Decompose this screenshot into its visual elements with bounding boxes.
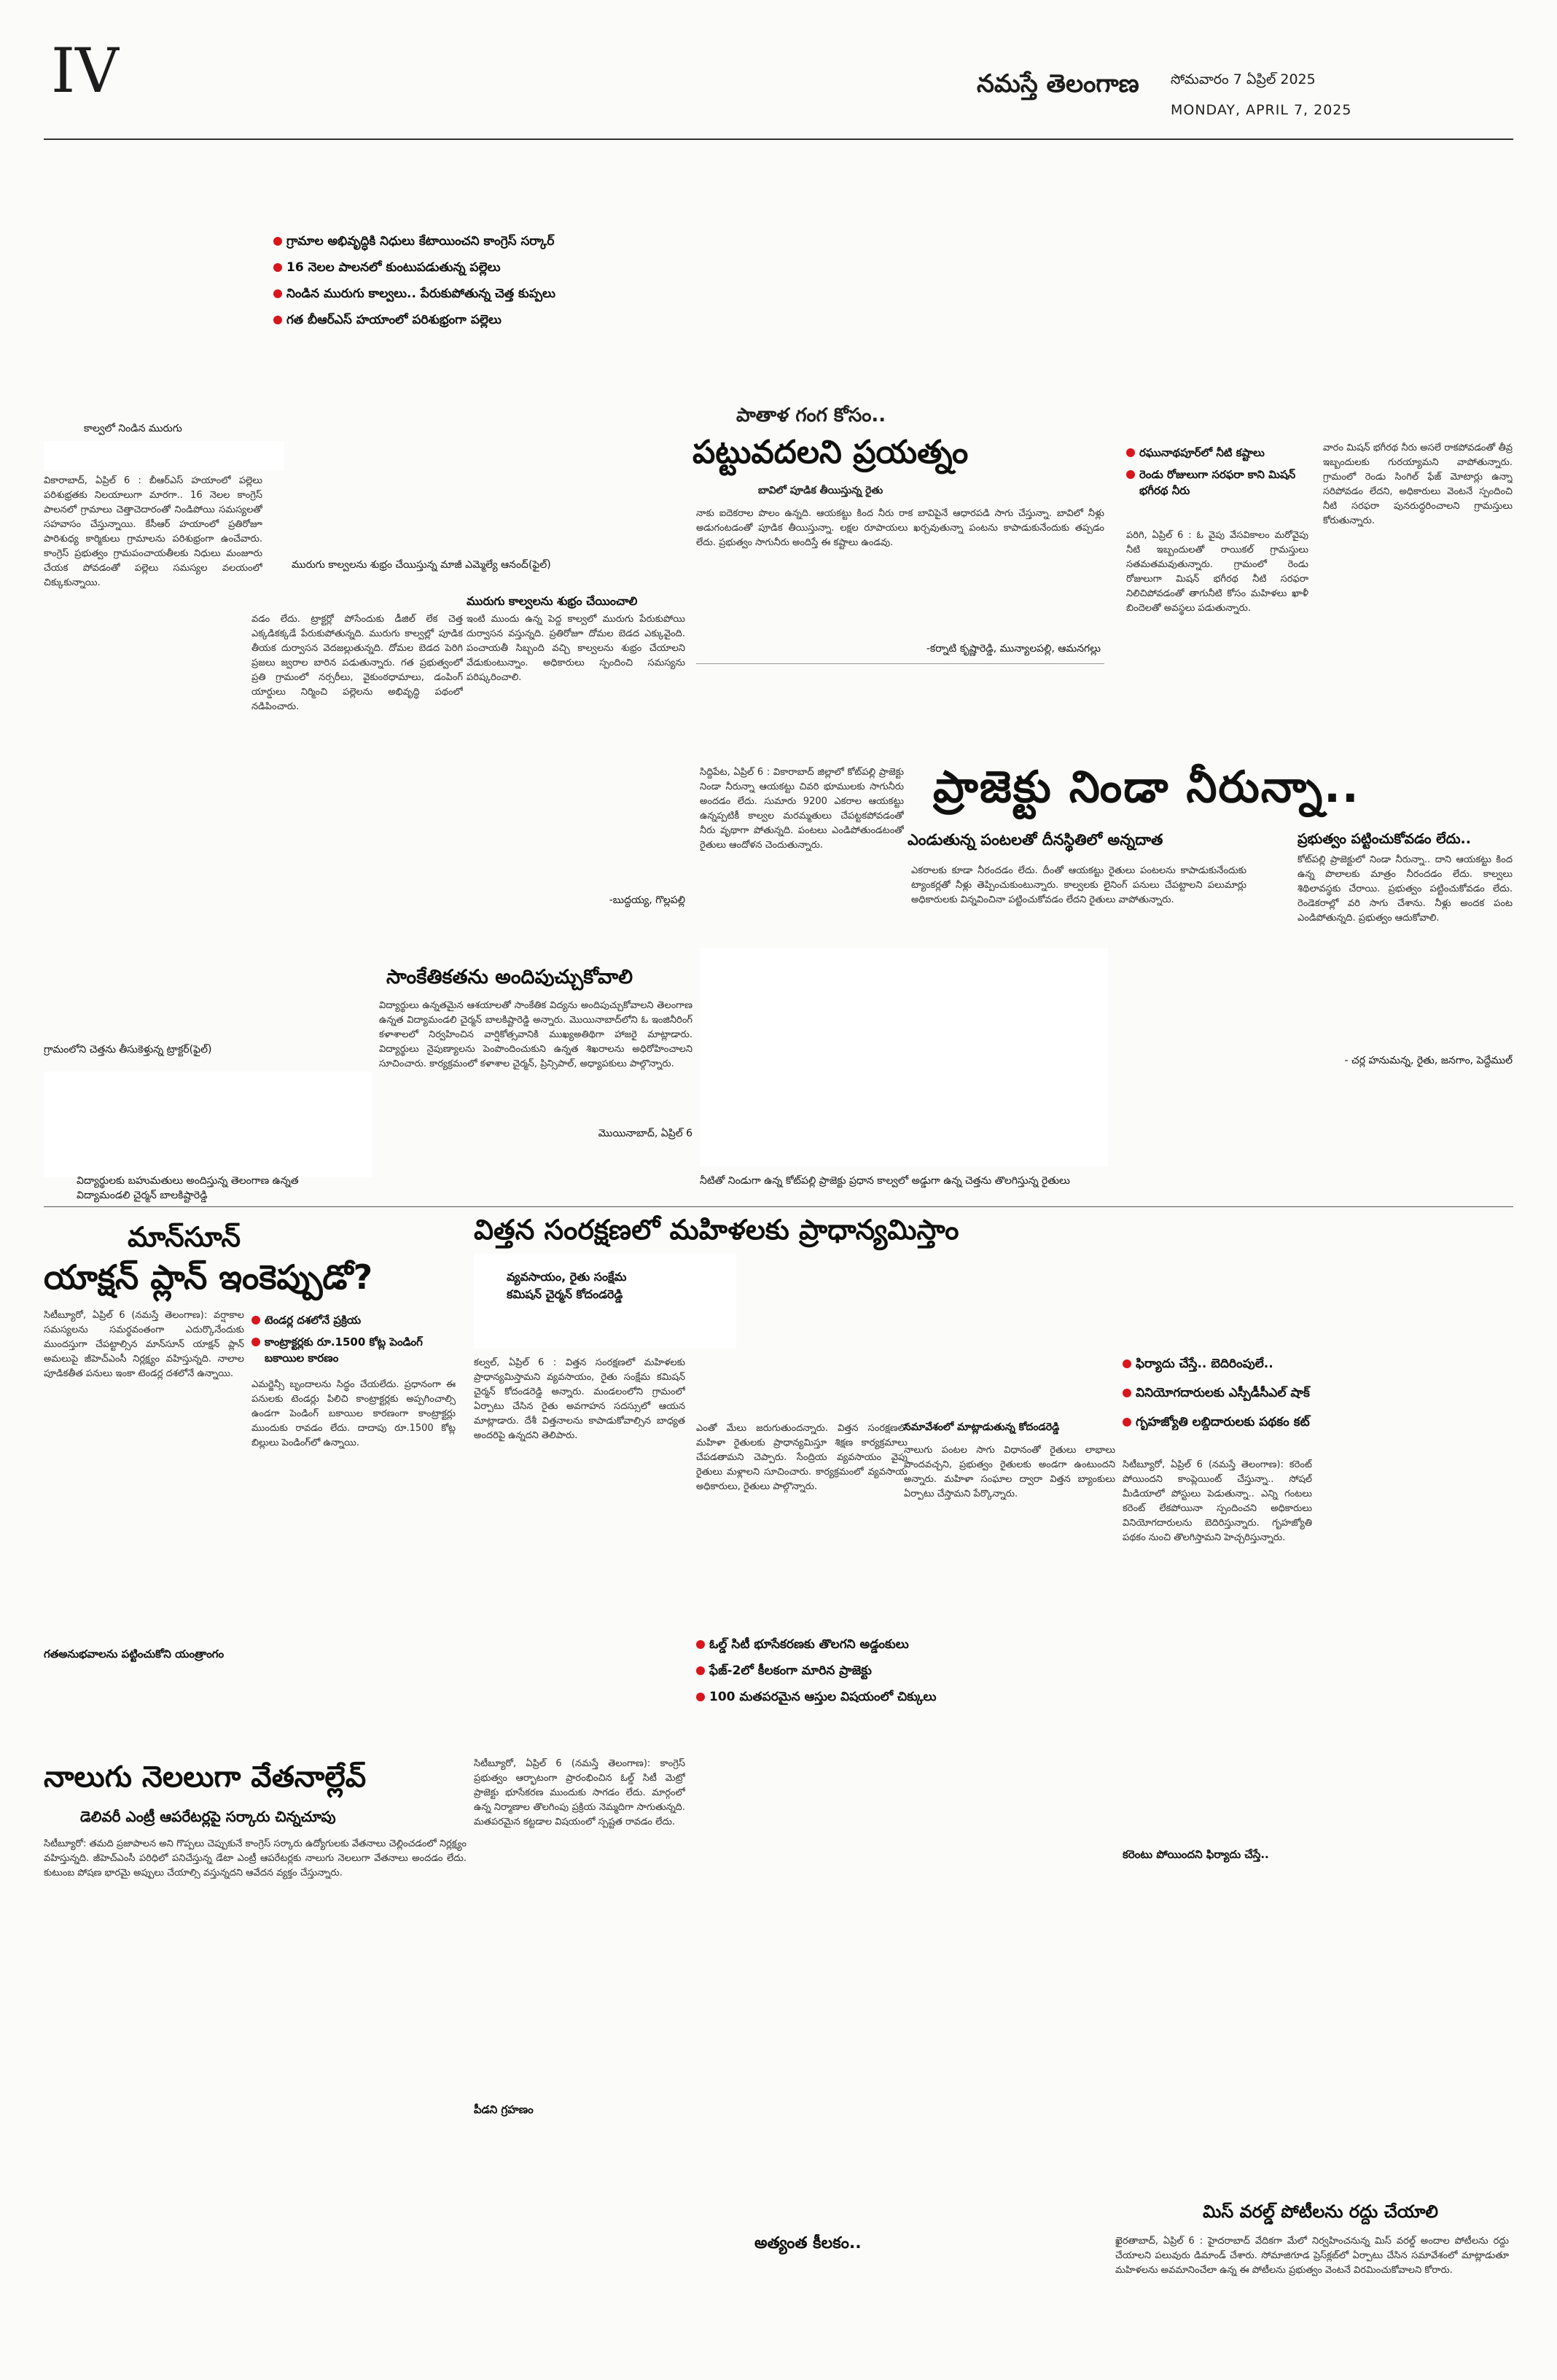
story6-body-left: సిటీబ్యూరో, ఏప్రిల్ 6 (నమస్తే తెలంగాణ): వర్షాకాల సమస్యలను సమర్థవంతంగా ఎదుర్కొనేందుకు ముందస్తుగా చేపట్టాల్సిన మాన్‌సూన్ యాక్షన్ ప్లాన్ అమలుపై జీహెచ్ఎంసీ నిర్లక్ష్యం వహిస్తున్నది. నాలాల పూడికతీత పనులు ఇంకా టెండర్ల దశలోనే ఉన్నాయి. [44, 1310, 244, 1379]
story3-bullets [1126, 445, 1308, 499]
story9-body: సిటీబ్యూరో, ఏప్రిల్ 6 (నమస్తే తెలంగాణ): కరెంట్ పోయిందని కాంప్లెయింట్ చేస్తున్నా.. సోషల్ మీడియాలో పోస్టులు పెడుతున్నా.. ఎన్ని గంటలు కరెంట్ లేకపోయినా స్పందించని అధికారులు వినియోగదారులను బెదిరిస్తున్నారు. గృహజ్యోతి పథకం నుంచి తొలగిస్తామని హెచ్చరిస్తున్నారు. [1123, 1459, 1312, 1543]
bullet-item: 100 మతపరమైన ఆస్తుల విషయంలో చిక్కులు [696, 1689, 1104, 1705]
photo [700, 948, 1108, 1166]
bullet-item: ఓల్డ్ సిటీ భూసేకరణకు తొలగని అడ్డంకులు [696, 1636, 1104, 1653]
story6-bullets [251, 1312, 434, 1366]
headline: సాంకేతికతను అందిపుచ్చుకోవాలి [386, 966, 633, 988]
credit: -బుద్ధయ్య, గొల్లపల్లి [609, 894, 685, 906]
bullet-item: గ్రామాల అభివృద్ధికి నిధులు కేటాయించని కాంగ్రెస్ సర్కార్ [273, 233, 682, 249]
bullet-item: ఫేజ్-2లో కీలకంగా మారిన ప్రాజెక్టు [696, 1663, 1104, 1679]
paper-name: నమస్తే తెలంగాణ [977, 69, 1139, 98]
dateline: మొయినాబాద్, ఏప్రిల్ 6 [598, 1128, 692, 1139]
bullet-item: రఘునాథపూర్‌లో నీటి కష్టాలు [1126, 445, 1308, 461]
story11-body: ఖైరతాబాద్, ఏప్రిల్ 6 : హైదరాబాద్ వేదికగా మేలో నిర్వహించనున్న మిస్ వరల్డ్ అందాల పోటీలను రద్దు చేయాలని పలువురు డిమాండ్ చేశారు. సోమాజిగూడ ప్రెస్‌క్లబ్‌లో ఏర్పాటు చేసిన సమావేశంలో మాట్లాడుతూ మహిళలను అవమానించేలా ఉన్న ఈ పోటీలను ప్రభుత్వం వెంటనే విరమించుకోవాలని కోరారు. [1115, 2236, 1509, 2276]
sub-headline: మురుగు కాల్వలను శుభ్రం చేయించాలి [467, 594, 638, 608]
subhead: ఎండుతున్న పంటలతో దీనస్థితిలో అన్నదాత [908, 831, 1163, 848]
bullet-item: 16 నెలల పాలనలో కుంటుపడుతున్న పల్లెలు [273, 260, 682, 276]
subhead: డెలివరీ ఎంట్రీ ఆపరేటర్లపై సర్కారు చిన్నచూపు [80, 1808, 336, 1825]
story3-body-left: పరిగి, ఏప్రిల్ 6 : ఓ వైపు వేసవికాలం మరోవైపు నీటి ఇబ్బందులతో రాయికల్ గ్రామస్తులు సతమతమవుతున్నారు. గ్రామంలో రెండు రోజులుగా మిషన్ భగీరథ నీటి సరఫరా నిలిచిపోవడంతో తాగునీటి కోసం మహిళలు ఖాళీ బిందెలతో అవస్థలు పడుతున్నారు. [1126, 530, 1308, 614]
sub-headline: పీడని గ్రహణం [474, 2103, 534, 2116]
bullet-item: గత బీఆర్ఎస్ హయాంలో పరిశుభ్రంగా పల్లెలు [273, 312, 682, 328]
story1-column-2: వడం లేదు. ట్రాక్టర్లో పోసేందుకు డీజిల్ లేక చెత్త ఎక్కడికక్కడే పేరుకుపోతున్నది. మురుగు కాల్వల్లో పూడిక తీయక దుర్వాసన వెదజల్లుతున్నది. దోమల బెడద పెరిగి ప్రజలు జ్వరాల బారిన పడుతున్నారు. గత ప్రభుత్వంలో ప్రతి గ్రామంలో నర్సరీలు, వైకుంఠధామాలు, డంపింగ్ యార్డులు నిర్మించి పల్లెలను అభివృద్ధి పథంలో నడిపించారు. [251, 614, 463, 712]
story4-body-mid: ఎకరాలకు కూడా నీరందడం లేదు. దీంతో ఆయకట్టు రైతులు పంటలను కాపాడుకునేందుకు ట్యాంకర్లతో నీళ్లు తెప్పించుకుంటున్నారు. కాల్వలకు లైనింగ్ పనులు చేపట్టాలని పలుమార్లు అధికారులకు విన్నవించినా పట్టించుకోవడం లేదని రైతులు వాపోతున్నారు. [911, 865, 1246, 905]
story7-body-mid: ఎంతో మేలు జరుగుతుందన్నారు. విత్తన సంరక్షణలో మహిళా రైతులకు ప్రాధాన్యమిస్తూ శిక్షణ కార్యక్రమాలు చేపడతామని చెప్పారు. సేంద్రియ వ్యవసాయం వైపు రైతులు మళ్లాలని సూచించారు. కార్యక్రమంలో వ్యవసాయ అధికారులు, రైతులు పాల్గొన్నారు. [696, 1423, 908, 1492]
sidebar-headline: ప్రభుత్వం పట్టించుకోవడం లేదు.. [1298, 831, 1471, 847]
photo-caption: గ్రామంలోని చెత్తను తీసుకెళ్తున్న ట్రాక్టర్(ఫైల్) [44, 1044, 212, 1056]
photo-caption: మురుగు కాల్వలను శుభ్రం చేయిస్తున్న మాజీ ఎమ్మెల్యే ఆనంద్(ఫైల్) [292, 559, 551, 571]
story4-body-left: సిద్దిపేట, ఏప్రిల్ 6 : వికారాబాద్ జిల్లాలో కోట్‌పల్లి ప్రాజెక్టు నిండా నీరున్నా ఆయకట్టు చివరి భూములకు సాగునీరు అందడం లేదు. సుమారు 9200 ఎకరాల ఆయకట్టు ఉన్నప్పటికీ కాల్వల మరమ్మతులు చేపట్టకపోవడంతో నీరు వృథాగా పోతున్నది. పంటలు ఎండిపోతుండటంతో రైతులు ఆందోళన చెందుతున్నారు. [700, 767, 904, 851]
bullet-item: ఫిర్యాదు చేస్తే.. బెదిరింపులే.. [1123, 1356, 1516, 1372]
story7-body-left: కల్వల్, ఏప్రిల్ 6 : విత్తన సంరక్షణలో మహిళలకు ప్రాధాన్యమిస్తామని వ్యవసాయం, రైతు సంక్షేమ కమిషన్ చైర్మన్ కోదండరెడ్డి అన్నారు. మండలంలోని గ్రామంలో ఏర్పాటు చేసిన రైతు అవగాహన సదస్సులో ఆయన మాట్లాడారు. దేశీ విత్తనాలను కాపాడుకోవాల్సిన బాధ్యత అందరిపై ఉన్నదని తెలిపారు. [474, 1357, 685, 1441]
sub-headline: సమావేశంలో మాట్లాడుతున్న కోదండరెడ్డి [904, 1421, 1060, 1433]
headline-line2: యాక్షన్ ప్లాన్ ఇంకెప్పుడో? [44, 1257, 373, 1297]
story10-body: సిటీబ్యూరో: తమది ప్రజాపాలన అని గొప్పలు చెప్పుకునే కాంగ్రెస్ సర్కారు ఉద్యోగులకు వేతనాలు చెల్లించడంలో నిర్లక్ష్యం వహిస్తున్నది. జీహెచ్ఎంసీ పరిధిలో పనిచేస్తున్న డేటా ఎంట్రీ ఆపరేటర్లకు నాలుగు నెలలుగా వేతనాలు అందడం లేదు. కుటుంబ పోషణ భారమై అప్పులు చేయాల్సి వస్తున్నదని ఆవేదన వ్యక్తం చేస్తున్నారు. [44, 1838, 467, 1878]
page-number: IV [51, 35, 120, 106]
subhead: వ్యవసాయం, రైతు సంక్షేమ కమిషన్ చైర్మన్ కోదండరెడ్డి [507, 1270, 627, 1301]
story2-body: నాకు ఐదెకరాల పొలం ఉన్నది. ఆయకట్టు కింద నీరు రాక బావిపైనే ఆధారపడి సాగు చేస్తున్నా. బావిలో నీళ్లు అడుగంటడంతో పూడిక తీయిస్తున్నా. లక్షల రూపాయలు ఖర్చవుతున్నా పంటను కాపాడుకునేందుకు తప్పడం లేదు. ప్రభుత్వం సాగునీరు అందిస్తే ఈ కష్టాలు ఉండవు. [696, 508, 1104, 548]
story5-body: విద్యార్థులు ఉన్నతమైన ఆశయాలతో సాంకేతిక విద్యను అందిపుచ్చుకోవాలని తెలంగాణ ఉన్నత విద్యామండలి చైర్మన్ బాలకిష్టారెడ్డి అన్నారు. మొయినాబాద్‌లోని ఓ ఇంజినీరింగ్ కళాశాలలో నిర్వహించిన వార్షికోత్సవానికి ముఖ్యఅతిథిగా హాజరై మాట్లాడారు. విద్యార్థులు నైపుణ్యాలను పెంపొందించుకుని ఉన్నత శిఖరాలను అధిరోహించాలని సూచించారు. కార్యక్రమంలో కళాశాల చైర్మన్, ప్రిన్సిపాల్, అధ్యాపకులు పాల్గొన్నారు. [379, 1000, 692, 1069]
subhead: బావిలో పూడిక తీయిస్తున్న రైతు [758, 485, 883, 496]
story1-bullets [273, 233, 682, 328]
story8-body: సిటీబ్యూరో, ఏప్రిల్ 6 (నమస్తే తెలంగాణ): కాంగ్రెస్ ప్రభుత్వం ఆర్భాటంగా ప్రారంభించిన ఓల్డ్ సిటీ మెట్రో ప్రాజెక్టు భూసేకరణ ముందుకు సాగడం లేదు. మార్గంలో ఉన్న నిర్మాణాల తొలగింపు ప్రక్రియ నెమ్మదిగా సాగుతున్నది. మతపరమైన కట్టడాల విషయంలో స్పష్టత రావడం లేదు. [474, 1758, 685, 1827]
section-divider [44, 1206, 1513, 1207]
date-english: MONDAY, APRIL 7, 2025 [1171, 102, 1352, 118]
headline: పట్టువదలని ప్రయత్నం [692, 434, 969, 471]
story6-body-mid: ఎమర్జెన్సీ బృందాలను సిద్ధం చేయలేదు. ప్రధానంగా ఈ పనులకు టెండర్లు పిలిచి కాంట్రాక్టర్లకు అప్పగించాల్సి ఉండగా పెండింగ్ బకాయిల కారణంగా కాంట్రాక్టర్లు ముందుకు రావడం లేదు. దాదాపు రూ.1500 కోట్ల బిల్లులు పెండింగ్‌లో ఉన్నాయి. [251, 1379, 456, 1448]
bullet-item: రెండు రోజులుగా సరఫరా కాని మిషన్ భగీరథ నీరు [1126, 467, 1308, 499]
sub-headline: అత్యంత కీలకం.. [754, 2234, 862, 2252]
story3-body-right: వారం మిషన్ భగీరథ నీరు అసలే రాకపోవడంతో తీవ్ర ఇబ్బందులకు గురయ్యామని వాపోతున్నారు. గ్రామంలో రెండు సింగిల్ ఫేజ్ మోటార్లు ఉన్నా సరిపోవడం లేదని, అధికారులు వెంటనే స్పందించి నీటి సరఫరా పునరుద్ధరించాలని గ్రామస్తులు కోరుతున్నారు. [1323, 442, 1513, 526]
sidebar-body: కోట్‌పల్లి ప్రాజెక్టులో నిండా నీరున్నా.. దాని ఆయకట్టు కింద ఉన్న పొలాలకు మాత్రం నీరందడం లేదు. కాల్వలు శిథిలావస్థకు చేరాయి. ప్రభుత్వం పట్టించుకోవడం లేదు. రెండెకరాల్లో వరి సాగు చేశాను. నీళ్లు అందక పంట ఎండిపోతున్నది. ప్రభుత్వం ఆదుకోవాలి. [1298, 854, 1513, 924]
sub-headline: కరెంటు పోయిందని ఫిర్యాదు చేస్తే.. [1123, 1848, 1269, 1861]
story7-side-body: నాలుగు పంటల సాగు విధానంతో రైతులు లాభాలు పొందవచ్చని, ప్రభుత్వం రైతులకు అండగా ఉంటుందని అన్నారు. మహిళా సంఘాల ద్వారా విత్తన బ్యాంకులు ఏర్పాటు చేస్తామని పేర్కొన్నారు. [904, 1445, 1115, 1499]
headline: విత్తన సంరక్షణలో మహిళలకు ప్రాధాన్యమిస్తాం [474, 1214, 959, 1246]
story1-column-1: వికారాబాద్, ఏప్రిల్ 6 : బీఆర్ఎస్ హయాంలో పల్లెలు పరిశుభ్రతకు నిలయాలుగా మారగా.. 16 నెలల కాంగ్రెస్ పాలనలో గ్రామాలు చెత్తాచెదారంతో నిండిపోయి సమస్యలతో సహవాసం చేస్తున్నాయి. కేసీఆర్ హయాంలో ప్రతిరోజూ పారిశుధ్య కార్మికులు గ్రామాలను పరిశుభ్రంగా ఉంచేవారు. కాంగ్రెస్ ప్రభుత్వం గ్రామపంచాయతీలకు నిధులు మంజూరు చేయక పోవడంతో పల్లెలు సమస్యల వలయంలో చిక్కుకున్నాయి. [44, 475, 262, 588]
story9-bullets [1123, 1356, 1516, 1430]
photo-caption: నీటితో నిండుగా ఉన్న కోట్‌పల్లి ప్రాజెక్టు ప్రధాన కాల్వలో అడ్డుగా ఉన్న చెత్తను తొలగిస్తున్న రైతులు [700, 1175, 1070, 1187]
date-telugu: సోమవారం 7 ఏప్రిల్ 2025 [1171, 71, 1316, 87]
credit: - చర్ల హనుమన్న, రైతు, జనగాం, పెద్దేముల్ [1344, 1055, 1513, 1066]
story1-column-3: ఇంటి ముందు ఉన్న పెద్ద కాల్వలో మురుగు పేరుకుపోయి దుర్వాసన వస్తున్నది. ప్రతిరోజూ దోమల బెడద ఎక్కువైంది. పంచాయతీ సిబ్బంది వచ్చి కాల్వలను శుభ్రం చేయాలని వేడుకుంటున్నాం. అధికారులు స్పందించి సమస్యను పరిష్కరించాలి. [467, 614, 685, 683]
masthead-rule [44, 138, 1513, 140]
photo [44, 441, 284, 470]
photo [44, 1072, 372, 1177]
headline: మిస్ వరల్డ్ పోటీలను రద్దు చేయాలి [1203, 2201, 1438, 2222]
headline: నాలుగు నెలలుగా వేతనాల్లేవ్ [44, 1760, 367, 1794]
kicker: పాతాళ గంగ కోసం.. [736, 405, 886, 426]
credit: -కర్నాటి కృష్ణారెడ్డి, మున్యాలపల్లి, ఆమనగల్లు [926, 643, 1101, 655]
photo-caption: విద్యార్థులకు బహుమతులు అందిస్తున్న తెలంగాణ ఉన్నత విద్యామండలి చైర్మన్ బాలకిష్టారెడ్డి [77, 1175, 299, 1201]
photo-caption: కాల్వలో నిండిన మురుగు [84, 423, 182, 434]
story8-bullets [696, 1636, 1104, 1705]
headline-line1: మాన్‌సూన్ [128, 1221, 241, 1253]
bullet-item: కాంట్రాక్టర్లకు రూ.1500 కోట్ల పెండింగ్ బకాయిల కారణం [251, 1334, 434, 1366]
bullet-item: వినియోగదారులకు ఎస్పీడీసీఎల్ షాక్ [1123, 1385, 1516, 1401]
sub-headline: గతఅనుభవాలను పట్టించుకోని యంత్రాంగం [44, 1647, 225, 1661]
divider [696, 663, 1104, 664]
bullet-item: గృహజ్యోతి లబ్ధిదారులకు పథకం కట్ [1123, 1414, 1516, 1430]
bullet-item: టెండర్ల దశలోనే ప్రక్రియ [251, 1312, 434, 1328]
headline: ప్రాజెక్టు నిండా నీరున్నా.. [933, 762, 1360, 813]
bullet-item: నిండిన మురుగు కాల్వలు.. పేరుకుపోతున్న చెత్త కుప్పలు [273, 286, 682, 302]
